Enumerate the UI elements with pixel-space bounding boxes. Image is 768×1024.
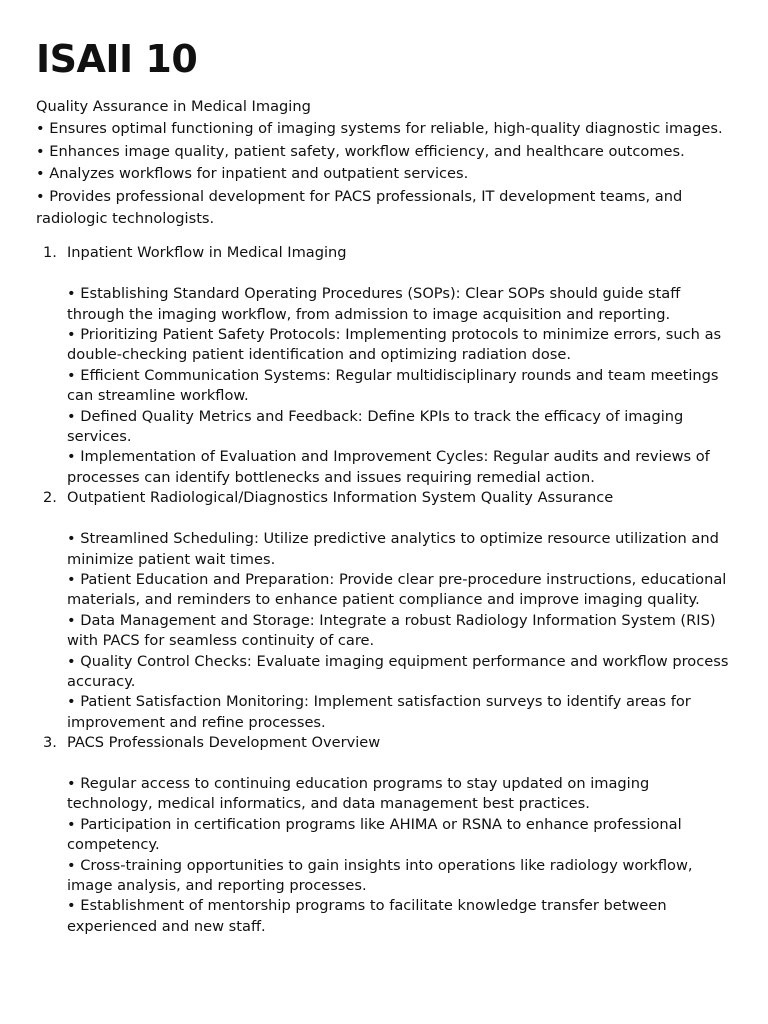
- section-bullet: • Patient Education and Preparation: Provide clear pre-procedure instructions, educational materials, and reminders to enhance patient compliance and improve imaging quality.: [67, 570, 727, 609]
- intro-block: [36, 96, 732, 230]
- section-pacs-development: [36, 733, 732, 937]
- intro-bullet: • Ensures optimal functioning of imaging systems for reliable, high-quality diagnostic images.: [36, 120, 723, 138]
- section-number: 2.: [43, 489, 57, 507]
- section-heading: Outpatient Radiological/Diagnostics Information System Quality Assurance: [67, 489, 614, 507]
- section-bullet: • Participation in certification programs like AHIMA or RSNA to enhance professional competency.: [67, 815, 682, 854]
- intro-heading: Quality Assurance in Medical Imaging: [36, 98, 311, 115]
- section-number: 1.: [43, 244, 57, 262]
- section-bullet: • Regular access to continuing education programs to stay updated on imaging technology, medical informatics, and data management best practices.: [67, 774, 650, 813]
- section-bullet: • Data Management and Storage: Integrate a robust Radiology Information System (RIS) with PACS for seamless continuity of care.: [67, 611, 716, 650]
- section-heading: PACS Professionals Development Overview: [67, 734, 381, 752]
- document-title: ISAII 10: [36, 37, 198, 81]
- section-inpatient-workflow: [36, 243, 732, 488]
- section-bullet: • Cross-training opportunities to gain insights into operations like radiology workflow, image analysis, and reporting processes.: [67, 856, 693, 894]
- section-bullet: • Streamlined Scheduling: Utilize predictive analytics to optimize resource utilization and minimize patient wait times.: [67, 530, 719, 568]
- section-outpatient-qa: [36, 488, 732, 733]
- section-bullet: • Efficient Communication Systems: Regular multidisciplinary rounds and team meetings can streamline workflow.: [67, 366, 719, 405]
- section-heading: Inpatient Workflow in Medical Imaging: [67, 244, 347, 262]
- section-bullet: • Defined Quality Metrics and Feedback: Define KPIs to track the efficacy of imaging services.: [67, 407, 684, 446]
- intro-bullet: • Enhances image quality, patient safety, workflow efficiency, and healthcare outcomes.: [36, 142, 685, 160]
- section-bullet: • Quality Control Checks: Evaluate imaging equipment performance and workflow process accuracy.: [67, 652, 729, 690]
- section-bullet: • Establishing Standard Operating Procedures (SOPs): Clear SOPs should guide staff through the imaging workflow, from admission to image acquisition and reporting.: [67, 285, 681, 323]
- intro-bullet: • Analyzes workflows for inpatient and outpatient services.: [36, 165, 469, 183]
- section-bullet: • Establishment of mentorship programs to facilitate knowledge transfer between experienced and new staff.: [67, 897, 667, 935]
- sections-list: [36, 243, 732, 937]
- intro-bullet: • Provides professional development for PACS professionals, IT development teams, and radiologic technologists.: [36, 187, 683, 228]
- section-bullet: • Patient Satisfaction Monitoring: Implement satisfaction surveys to identify areas for improvement and refine processes.: [67, 693, 691, 731]
- section-bullet: • Implementation of Evaluation and Improvement Cycles: Regular audits and reviews of processes can identify bottlenecks and issues requiring remedial action.: [67, 448, 710, 486]
- section-number: 3.: [43, 734, 57, 752]
- section-bullet: • Prioritizing Patient Safety Protocols: Implementing protocols to minimize errors, such as double-checking patient identification and optimizing radiation dose.: [67, 326, 722, 364]
